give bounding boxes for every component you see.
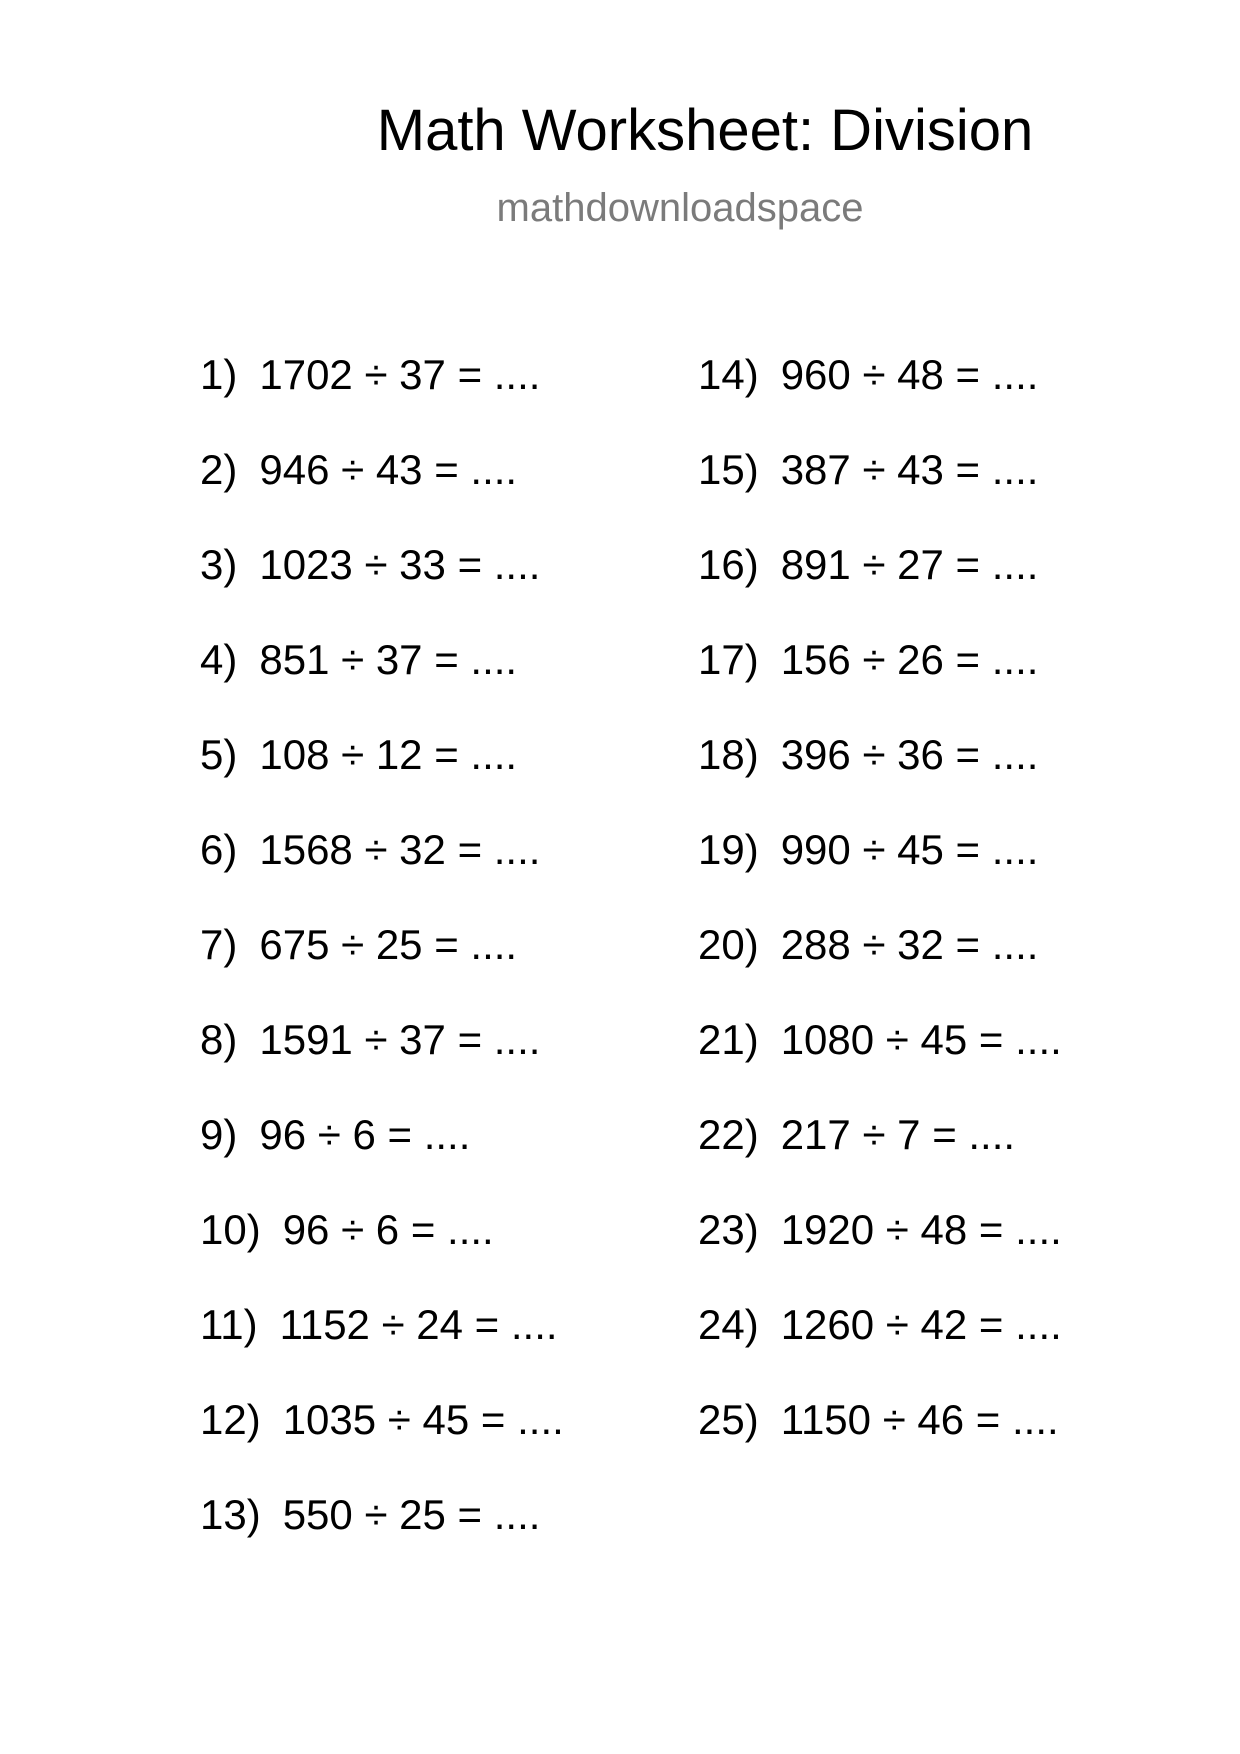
problem-number: 5) (200, 731, 238, 778)
problem-number: 7) (200, 921, 238, 968)
problem-number: 14) (698, 351, 759, 398)
problem-7 (200, 920, 564, 1015)
problem-expression: 1920 ÷ 48 = .... (780, 1206, 1062, 1253)
problem-25 (698, 1395, 1062, 1490)
problem-number: 1) (200, 351, 238, 398)
problem-number: 25) (698, 1396, 759, 1443)
problem-number: 16) (698, 541, 759, 588)
problem-17 (698, 635, 1062, 730)
problem-expression: 851 ÷ 37 = .... (259, 636, 518, 683)
problem-number: 21) (698, 1016, 759, 1063)
problem-number: 13) (200, 1491, 261, 1538)
problem-6 (200, 825, 564, 920)
problem-2 (200, 445, 564, 540)
problem-expression: 891 ÷ 27 = .... (780, 541, 1039, 588)
problem-expression: 990 ÷ 45 = .... (780, 826, 1039, 873)
problem-expression: 675 ÷ 25 = .... (259, 921, 518, 968)
problem-3 (200, 540, 564, 635)
problem-expression: 1035 ÷ 45 = .... (282, 1396, 564, 1443)
problem-expression: 288 ÷ 32 = .... (780, 921, 1039, 968)
problems-right-column (698, 350, 1062, 1490)
problem-10 (200, 1205, 564, 1300)
problems-left-column (200, 350, 564, 1585)
problem-number: 10) (200, 1206, 261, 1253)
problem-number: 6) (200, 826, 238, 873)
problem-number: 9) (200, 1111, 238, 1158)
problem-22 (698, 1110, 1062, 1205)
problem-number: 15) (698, 446, 759, 493)
problem-12 (200, 1395, 564, 1490)
problem-24 (698, 1300, 1062, 1395)
problem-expression: 946 ÷ 43 = .... (259, 446, 518, 493)
problem-expression: 1702 ÷ 37 = .... (259, 351, 541, 398)
worksheet-subtitle: mathdownloadspace (496, 186, 864, 230)
problem-number: 18) (698, 731, 759, 778)
problem-4 (200, 635, 564, 730)
problem-expression: 1023 ÷ 33 = .... (259, 541, 541, 588)
problem-expression: 96 ÷ 6 = .... (259, 1111, 471, 1158)
problem-expression: 1568 ÷ 32 = .... (259, 826, 541, 873)
problem-number: 11) (200, 1301, 258, 1348)
problem-18 (698, 730, 1062, 825)
problem-number: 12) (200, 1396, 261, 1443)
problem-1 (200, 350, 564, 445)
problem-number: 4) (200, 636, 238, 683)
problem-5 (200, 730, 564, 825)
problem-11 (200, 1300, 564, 1395)
problem-20 (698, 920, 1062, 1015)
problem-number: 19) (698, 826, 759, 873)
problem-number: 22) (698, 1111, 759, 1158)
problem-expression: 217 ÷ 7 = .... (780, 1111, 1016, 1158)
problem-number: 2) (200, 446, 238, 493)
problem-23 (698, 1205, 1062, 1300)
problem-number: 17) (698, 636, 759, 683)
problem-expression: 550 ÷ 25 = .... (282, 1491, 541, 1538)
problem-expression: 96 ÷ 6 = .... (282, 1206, 494, 1253)
problem-14 (698, 350, 1062, 445)
problem-expression: 960 ÷ 48 = .... (780, 351, 1039, 398)
problem-expression: 396 ÷ 36 = .... (780, 731, 1039, 778)
problem-expression: 387 ÷ 43 = .... (780, 446, 1039, 493)
problem-expression: 108 ÷ 12 = .... (259, 731, 518, 778)
worksheet-title: Math Worksheet: Division (376, 98, 1034, 163)
problem-9 (200, 1110, 564, 1205)
problem-expression: 1080 ÷ 45 = .... (780, 1016, 1062, 1063)
problem-number: 8) (200, 1016, 238, 1063)
problem-21 (698, 1015, 1062, 1110)
problem-15 (698, 445, 1062, 540)
problem-expression: 1591 ÷ 37 = .... (259, 1016, 541, 1063)
problem-8 (200, 1015, 564, 1110)
problem-number: 20) (698, 921, 759, 968)
problem-13 (200, 1490, 564, 1585)
problem-expression: 1260 ÷ 42 = .... (780, 1301, 1062, 1348)
problem-expression: 1152 ÷ 24 = .... (279, 1301, 558, 1348)
problem-16 (698, 540, 1062, 635)
problem-expression: 156 ÷ 26 = .... (780, 636, 1039, 683)
problem-number: 24) (698, 1301, 759, 1348)
problem-19 (698, 825, 1062, 920)
problem-number: 3) (200, 541, 238, 588)
problem-number: 23) (698, 1206, 759, 1253)
problem-expression: 1150 ÷ 46 = .... (780, 1396, 1059, 1443)
